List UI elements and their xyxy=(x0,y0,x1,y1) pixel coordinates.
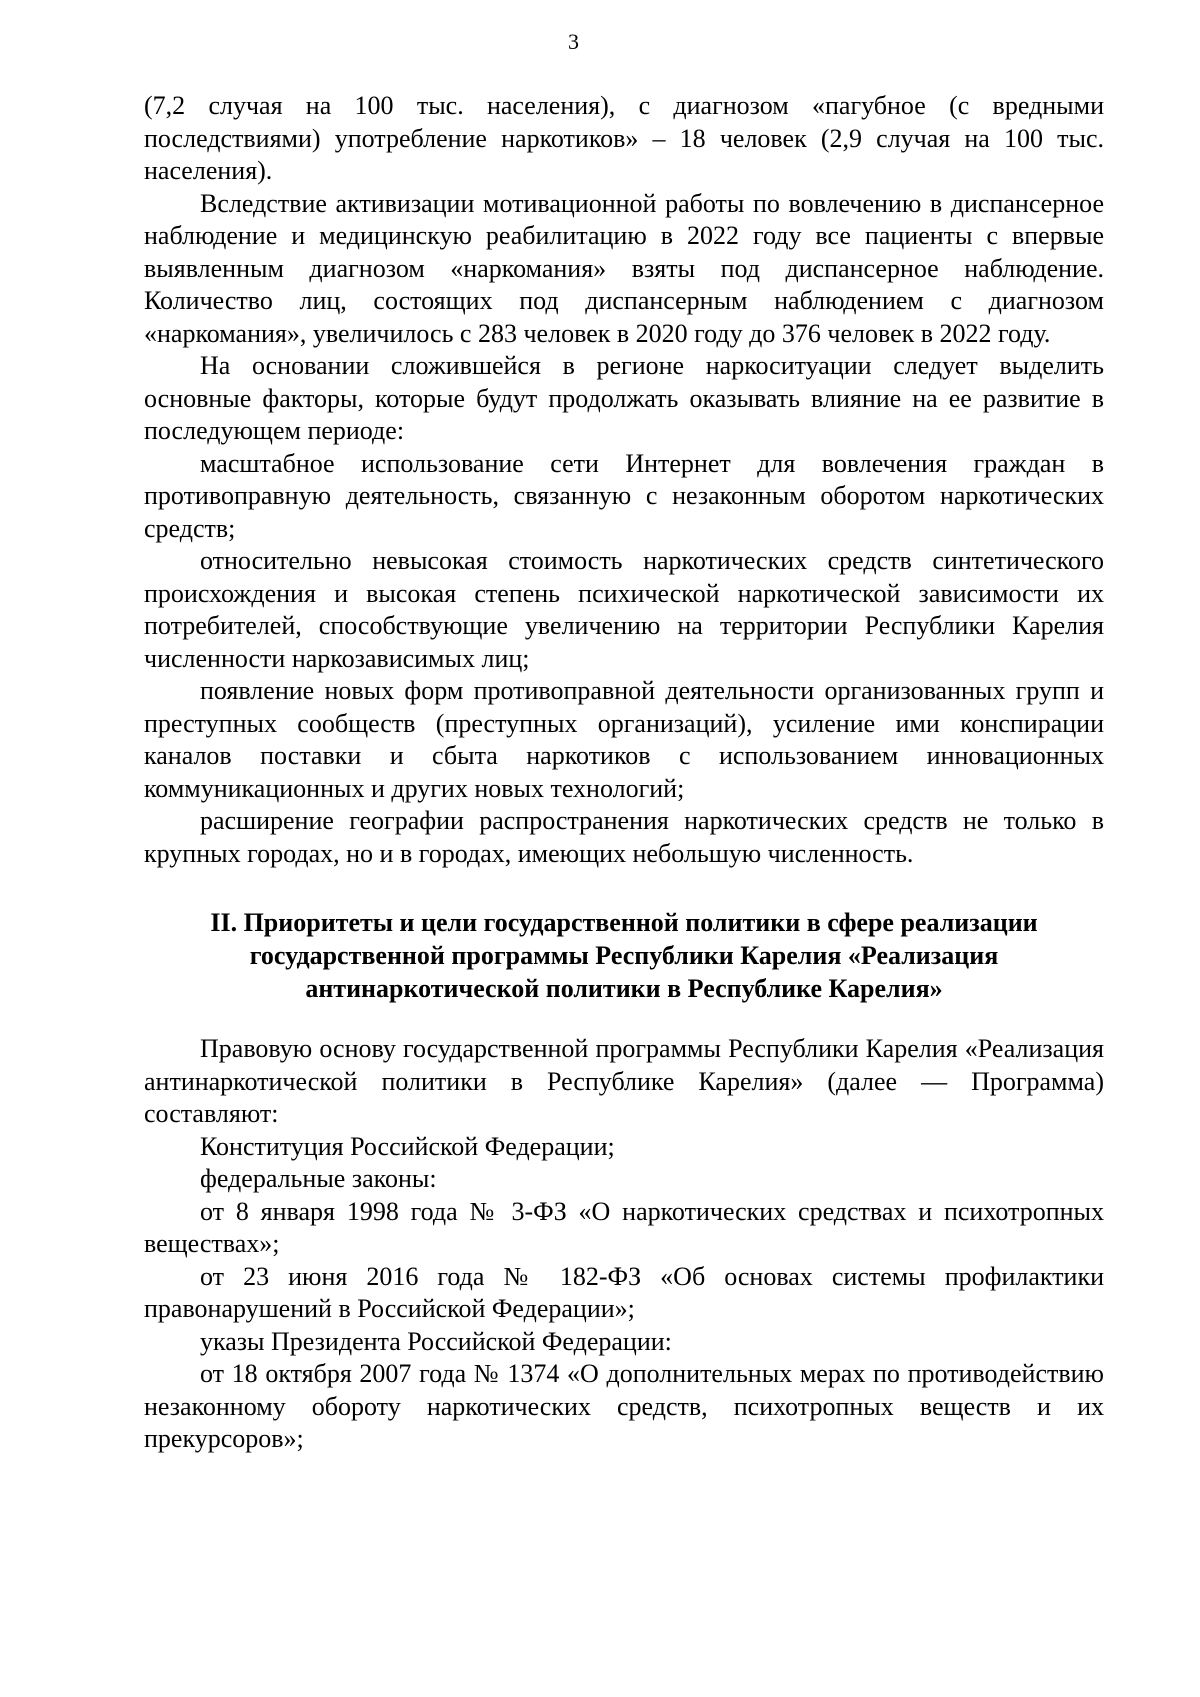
list-item-paragraph: расширение географии распространения наркотических средств не только в крупных городах, но и в городах, имеющих небольшую численность. xyxy=(144,806,1104,868)
section-heading xyxy=(144,906,1104,1005)
body-paragraph: Вследствие активизации мотивационной работы по вовлечению в диспансерное наблюдение и медицинскую реабилитацию в 2022 году все пациенты с впервые выявленным диагнозом «наркомания» взяты под диспансерное наблюдение. Количество лиц, состоящих под диспансерным наблюдением с диагнозом «наркомания», увеличилось с 283 человек в 2020 году до 376 человек в 2022 году. xyxy=(144,188,1104,348)
section-heading-line: антинаркотической политики в Республике Карелия» xyxy=(305,974,943,1003)
list-item-paragraph: указы Президента Российской Федерации: xyxy=(200,1326,672,1356)
paragraphs-before-heading xyxy=(144,90,1104,870)
body-paragraph: (7,2 случая на 100 тыс. населения), с диагнозом «пагубное (с вредными последствиями) употребление наркотиков» – 18 человек (2,9 случая на 100 тыс. населения). xyxy=(144,91,1104,185)
document-body xyxy=(144,90,1104,1456)
list-item-paragraph: появление новых форм противоправной деятельности организованных групп и преступных сообществ (преступных организаций), усиление ими конспирации каналов поставки и сбыта наркотиков с использованием инновационных коммуникационных и других новых технологий; xyxy=(144,676,1104,803)
section-heading-line: государственной программы Республики Карелия «Реализация xyxy=(249,941,999,970)
body-paragraph: Правовую основу государственной программы Республики Карелия «Реализация антинаркотической политики в Республике Карелия» (далее — Программа) составляют: xyxy=(144,1034,1104,1128)
section-heading-line: II. Приоритеты и цели государственной политики в сфере реализации xyxy=(210,908,1038,937)
list-item-paragraph: Конституция Российской Федерации; xyxy=(200,1131,615,1161)
list-item-paragraph: федеральные законы: xyxy=(200,1164,437,1193)
list-item-paragraph: от 23 июня 2016 года № 182-ФЗ «Об основах системы профилактики правонарушений в Российской Федерации»; xyxy=(144,1261,1104,1323)
paragraphs-after-heading xyxy=(144,1033,1104,1456)
page-number: 3 xyxy=(568,29,579,54)
list-item-paragraph: относительно невысокая стоимость наркотических средств синтетического происхождения и высокая степень психической наркотической зависимости их потребителей, способствующие увеличению на территории Республики Карелия численности наркозависимых лиц; xyxy=(144,546,1104,673)
list-item-paragraph: масштабное использование сети Интернет для вовлечения граждан в противоправную деятельность, связанную с незаконным оборотом наркотических средств; xyxy=(144,448,1104,543)
body-paragraph: На основании сложившейся в регионе наркоситуации следует выделить основные факторы, которые будут продолжать оказывать влияние на ее развитие в последующем периоде: xyxy=(144,351,1104,445)
list-item-paragraph: от 8 января 1998 года № 3-ФЗ «О наркотических средствах и психотропных веществах»; xyxy=(144,1196,1104,1258)
list-item-paragraph: от 18 октября 2007 года № 1374 «О дополнительных мерах по противодействию незаконному обороту наркотических средств, психотропных веществ и их прекурсоров»; xyxy=(144,1359,1104,1453)
